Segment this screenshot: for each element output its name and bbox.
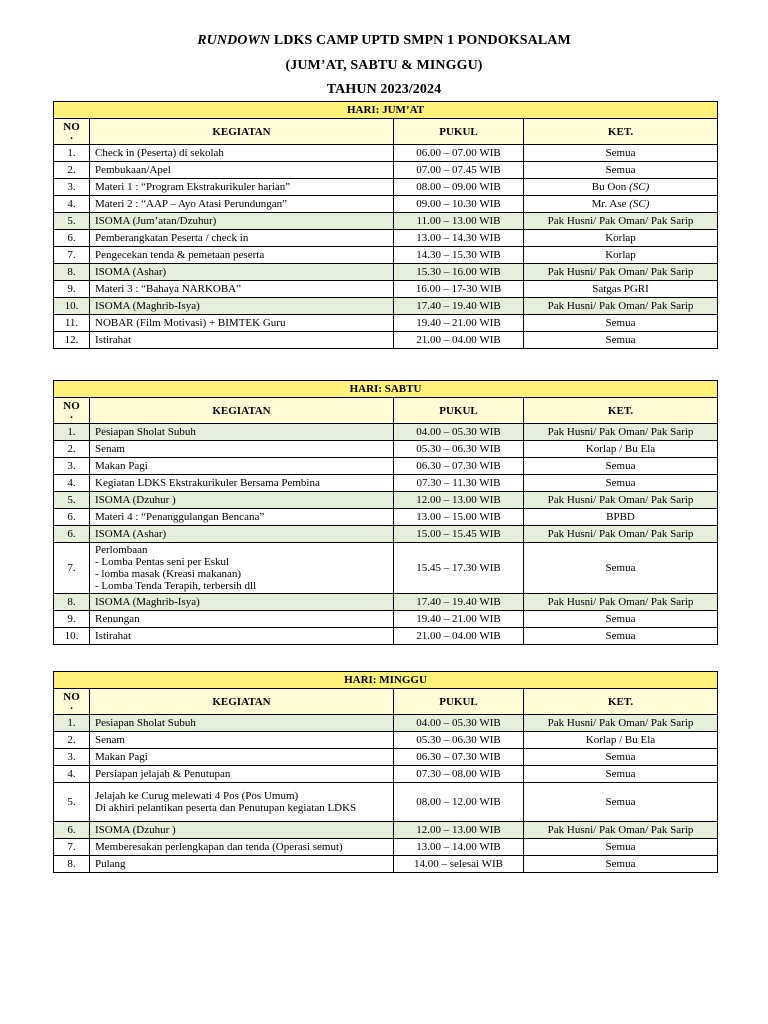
row-pukul: 06.30 – 07.30 WIB: [394, 458, 524, 475]
table-row: [54, 315, 718, 332]
header-kegiatan: KEGIATAN: [90, 689, 394, 715]
table-row: [54, 332, 718, 349]
row-no: 1.: [54, 715, 90, 732]
title-italic: RUNDOWN: [197, 33, 271, 48]
row-ket: Semua: [524, 749, 718, 766]
header-ket: KET.: [524, 398, 718, 424]
row-kegiatan: Makan Pagi: [90, 458, 394, 475]
row-kegiatan: Materi 1 : “Program Ekstrakurikuler harian”: [90, 179, 394, 196]
day-title: HARI: SABTU: [54, 381, 718, 398]
header-no: NO .: [54, 119, 90, 145]
row-ket: Semua: [524, 856, 718, 873]
row-ket: Pak Husni/ Pak Oman/ Pak Sarip: [524, 264, 718, 281]
row-no: 7.: [54, 247, 90, 264]
row-kegiatan: Istirahat: [90, 332, 394, 349]
row-ket: Semua: [524, 145, 718, 162]
table-row: [54, 441, 718, 458]
row-kegiatan: Materi 4 : “Penanggulangan Bencana”: [90, 509, 394, 526]
row-no: 3.: [54, 749, 90, 766]
row-ket: Bu Oon (SC): [524, 179, 718, 196]
row-pukul: 16.00 – 17-30 WIB: [394, 281, 524, 298]
row-ket: Korlap / Bu Ela: [524, 732, 718, 749]
table-row: [54, 783, 718, 822]
table-row: [54, 715, 718, 732]
row-kegiatan: Makan Pagi: [90, 749, 394, 766]
table-row: [54, 822, 718, 839]
row-ket: Mr. Ase (SC): [524, 196, 718, 213]
table-row: [54, 594, 718, 611]
header-kegiatan: KEGIATAN: [90, 119, 394, 145]
row-ket: Semua: [524, 315, 718, 332]
table-row: [54, 509, 718, 526]
row-kegiatan: Senam: [90, 732, 394, 749]
table-row: [54, 475, 718, 492]
row-pukul: 06.30 – 07.30 WIB: [394, 749, 524, 766]
row-pukul: 19.40 – 21.00 WIB: [394, 315, 524, 332]
table-row: [54, 856, 718, 873]
row-no: 2.: [54, 441, 90, 458]
row-ket: Korlap: [524, 247, 718, 264]
row-kegiatan: Pulang: [90, 856, 394, 873]
row-kegiatan: ISOMA (Maghrib-Isya): [90, 594, 394, 611]
row-pukul: 13.00 – 15.00 WIB: [394, 509, 524, 526]
row-no: 1.: [54, 424, 90, 441]
header-ket: KET.: [524, 119, 718, 145]
row-pukul: 14.00 – selesai WIB: [394, 856, 524, 873]
row-ket: Pak Husni/ Pak Oman/ Pak Sarip: [524, 526, 718, 543]
row-ket: Pak Husni/ Pak Oman/ Pak Sarip: [524, 213, 718, 230]
row-no: 5.: [54, 783, 90, 822]
row-no: 8.: [54, 264, 90, 281]
row-kegiatan: Jelajah ke Curug melewati 4 Pos (Pos Umum) Di akhiri pelantikan peserta dan Penutupan kegiatan LDKS: [90, 783, 394, 822]
row-ket: Semua: [524, 475, 718, 492]
schedule-table: [53, 380, 718, 645]
row-kegiatan: Kegiatan LDKS Ekstrakurikuler Bersama Pembina: [90, 475, 394, 492]
row-no: 7.: [54, 839, 90, 856]
row-no: 1.: [54, 145, 90, 162]
row-no: 6.: [54, 822, 90, 839]
table-row: [54, 281, 718, 298]
row-ket: Semua: [524, 543, 718, 594]
table-row: [54, 247, 718, 264]
row-no: 10.: [54, 298, 90, 315]
row-pukul: 19.40 – 21.00 WIB: [394, 611, 524, 628]
row-pukul: 07.30 – 08.00 WIB: [394, 766, 524, 783]
row-no: 4.: [54, 475, 90, 492]
header-kegiatan: KEGIATAN: [90, 398, 394, 424]
row-kegiatan: Perlombaan - Lomba Pentas seni per Eskul - lomba masak (Kreasi makanan) - Lomba Tenda Terapih, terbersih dll: [90, 543, 394, 594]
header-pukul: PUKUL: [394, 689, 524, 715]
row-no: 5.: [54, 213, 90, 230]
row-pukul: 15.45 – 17.30 WIB: [394, 543, 524, 594]
row-pukul: 07.30 – 11.30 WIB: [394, 475, 524, 492]
row-ket: Korlap / Bu Ela: [524, 441, 718, 458]
row-pukul: 04.00 – 05.30 WIB: [394, 424, 524, 441]
row-pukul: 17.40 – 19.40 WIB: [394, 298, 524, 315]
row-no: 6.: [54, 230, 90, 247]
row-no: 8.: [54, 594, 90, 611]
row-pukul: 12.00 – 13.00 WIB: [394, 822, 524, 839]
table-row: [54, 230, 718, 247]
row-pukul: 05.30 – 06.30 WIB: [394, 441, 524, 458]
table-row: [54, 492, 718, 509]
row-ket: Semua: [524, 839, 718, 856]
row-pukul: 11.00 – 13.00 WIB: [394, 213, 524, 230]
header-pukul: PUKUL: [394, 398, 524, 424]
day-title: HARI: JUM’AT: [54, 102, 718, 119]
row-no: 4.: [54, 766, 90, 783]
row-ket: Pak Husni/ Pak Oman/ Pak Sarip: [524, 424, 718, 441]
table-row: [54, 145, 718, 162]
schedule-table: [53, 101, 718, 349]
row-pukul: 08.00 – 09.00 WIB: [394, 179, 524, 196]
table-row: [54, 611, 718, 628]
row-ket: Semua: [524, 162, 718, 179]
row-no: 3.: [54, 179, 90, 196]
row-ket: Pak Husni/ Pak Oman/ Pak Sarip: [524, 594, 718, 611]
table-row: [54, 749, 718, 766]
row-ket: Satgas PGRI: [524, 281, 718, 298]
row-ket: Pak Husni/ Pak Oman/ Pak Sarip: [524, 822, 718, 839]
row-no: 12.: [54, 332, 90, 349]
row-pukul: 21.00 – 04.00 WIB: [394, 332, 524, 349]
title-line-3: TAHUN 2023/2024: [326, 82, 442, 97]
table-row: [54, 179, 718, 196]
sc-italic: (SC): [629, 181, 650, 193]
row-ket: Semua: [524, 628, 718, 645]
row-kegiatan: Senam: [90, 441, 394, 458]
row-no: 6.: [54, 526, 90, 543]
row-kegiatan: Materi 3 : “Bahaya NARKOBA”: [90, 281, 394, 298]
row-pukul: 07.00 – 07.45 WIB: [394, 162, 524, 179]
row-no: 6.: [54, 509, 90, 526]
row-ket: Semua: [524, 332, 718, 349]
column-header-row: [54, 689, 718, 715]
day-header-row: [54, 381, 718, 398]
row-kegiatan: ISOMA (Ashar): [90, 264, 394, 281]
header-pukul: PUKUL: [394, 119, 524, 145]
table-row: [54, 766, 718, 783]
row-pukul: 08.00 – 12.00 WIB: [394, 783, 524, 822]
header-no: NO .: [54, 398, 90, 424]
row-kegiatan: Materi 2 : “AAP – Ayo Atasi Perundungan”: [90, 196, 394, 213]
row-kegiatan: Pesiapan Sholat Subuh: [90, 715, 394, 732]
row-kegiatan: ISOMA (Dzuhur ): [90, 492, 394, 509]
row-kegiatan: Istirahat: [90, 628, 394, 645]
schedule-table: [53, 671, 718, 873]
row-pukul: 15.30 – 16.00 WIB: [394, 264, 524, 281]
table-row: [54, 424, 718, 441]
row-ket: Semua: [524, 766, 718, 783]
row-ket: Semua: [524, 458, 718, 475]
row-no: 5.: [54, 492, 90, 509]
row-pukul: 21.00 – 04.00 WIB: [394, 628, 524, 645]
title-line-1: [0, 29, 768, 54]
row-no: 10.: [54, 628, 90, 645]
sc-italic: (SC): [629, 198, 650, 210]
row-pukul: 06.00 – 07.00 WIB: [394, 145, 524, 162]
column-header-row: [54, 119, 718, 145]
row-ket: Pak Husni/ Pak Oman/ Pak Sarip: [524, 715, 718, 732]
row-kegiatan: Pemberangkatan Peserta / check in: [90, 230, 394, 247]
row-kegiatan: Persiapan jelajah & Penutupan: [90, 766, 394, 783]
table-row: [54, 543, 718, 594]
row-kegiatan: Renungan: [90, 611, 394, 628]
row-no: 9.: [54, 281, 90, 298]
row-no: 9.: [54, 611, 90, 628]
row-kegiatan: Pembukaan/Apel: [90, 162, 394, 179]
row-no: 2.: [54, 732, 90, 749]
document-title: [0, 29, 768, 103]
row-pukul: 12.00 – 13.00 WIB: [394, 492, 524, 509]
row-kegiatan: Pengecekan tenda & pemetaan peserta: [90, 247, 394, 264]
row-ket: Semua: [524, 611, 718, 628]
title-rest: LDKS CAMP UPTD SMPN 1 PONDOKSALAM: [270, 33, 571, 48]
table-row: [54, 196, 718, 213]
day-header-row: [54, 102, 718, 119]
row-no: 7.: [54, 543, 90, 594]
header-ket: KET.: [524, 689, 718, 715]
row-pukul: 05.30 – 06.30 WIB: [394, 732, 524, 749]
row-ket: Semua: [524, 783, 718, 822]
day-title: HARI: MINGGU: [54, 672, 718, 689]
row-no: 8.: [54, 856, 90, 873]
row-kegiatan: ISOMA (Maghrib-Isya): [90, 298, 394, 315]
row-kegiatan: Check in (Peserta) di sekolah: [90, 145, 394, 162]
table-row: [54, 162, 718, 179]
row-ket: Korlap: [524, 230, 718, 247]
row-pukul: 09.00 – 10.30 WIB: [394, 196, 524, 213]
title-line-2: (JUM’AT, SABTU & MINGGU): [285, 57, 483, 73]
column-header-row: [54, 398, 718, 424]
row-ket: Pak Husni/ Pak Oman/ Pak Sarip: [524, 298, 718, 315]
row-no: 2.: [54, 162, 90, 179]
row-kegiatan: ISOMA (Jum’atan/Dzuhur): [90, 213, 394, 230]
row-pukul: 14.30 – 15.30 WIB: [394, 247, 524, 264]
header-no: NO .: [54, 689, 90, 715]
row-kegiatan: Memberesakan perlengkapan dan tenda (Operasi semut): [90, 839, 394, 856]
row-pukul: 17.40 – 19.40 WIB: [394, 594, 524, 611]
row-kegiatan: ISOMA (Ashar): [90, 526, 394, 543]
table-row: [54, 213, 718, 230]
row-kegiatan: Pesiapan Sholat Subuh: [90, 424, 394, 441]
row-pukul: 04.00 – 05.30 WIB: [394, 715, 524, 732]
day-header-row: [54, 672, 718, 689]
table-row: [54, 732, 718, 749]
table-row: [54, 264, 718, 281]
row-pukul: 15.00 – 15.45 WIB: [394, 526, 524, 543]
row-no: 3.: [54, 458, 90, 475]
row-pukul: 13.00 – 14.00 WIB: [394, 839, 524, 856]
row-kegiatan: ISOMA (Dzuhur ): [90, 822, 394, 839]
row-ket: BPBD: [524, 509, 718, 526]
row-ket: Pak Husni/ Pak Oman/ Pak Sarip: [524, 492, 718, 509]
row-no: 11.: [54, 315, 90, 332]
table-row: [54, 298, 718, 315]
table-row: [54, 526, 718, 543]
table-row: [54, 839, 718, 856]
row-no: 4.: [54, 196, 90, 213]
table-row: [54, 628, 718, 645]
table-row: [54, 458, 718, 475]
row-pukul: 13.00 – 14.30 WIB: [394, 230, 524, 247]
row-kegiatan: NOBAR (Film Motivasi) + BIMTEK Guru: [90, 315, 394, 332]
